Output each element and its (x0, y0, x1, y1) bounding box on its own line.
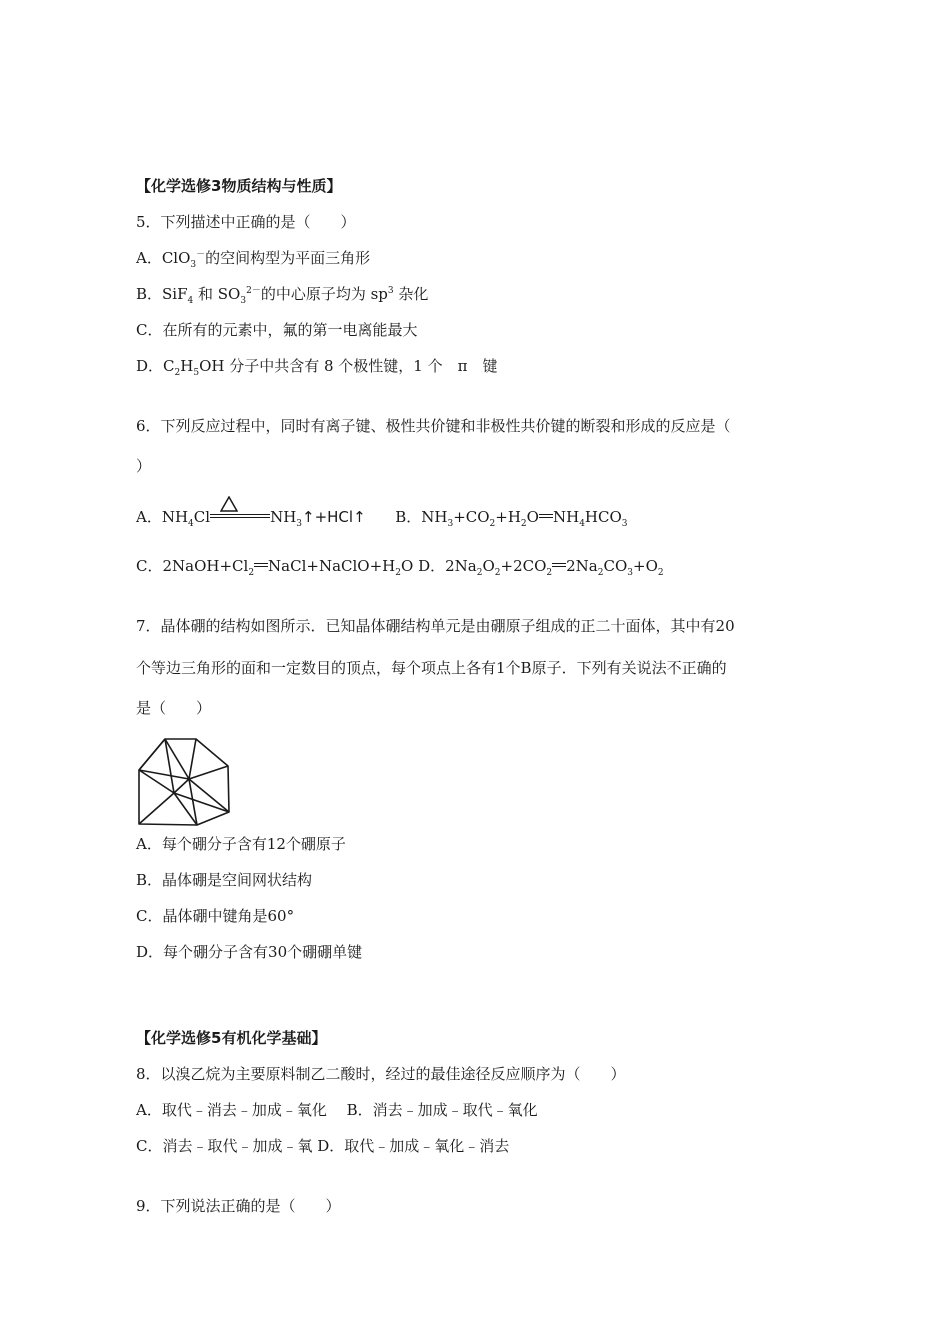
subscript: 3 (627, 568, 633, 578)
double-equals-icon (552, 563, 566, 567)
question-6-option-a[interactable] (136, 508, 366, 529)
option-text: C．2NaOH+Cl (136, 557, 249, 575)
question-6-options-ab (136, 507, 628, 527)
subscript: 5 (193, 368, 200, 378)
subscript: 3 (447, 519, 454, 529)
question-7-stem-line-1: 7．晶体硼的结构如图所示．已知晶体硼结构单元是由硼原子组成的正二十面体，其中有20 (136, 617, 735, 635)
option-text: +CO (453, 508, 490, 526)
option-text: HCO (584, 508, 622, 526)
subscript: 2 (597, 568, 604, 578)
section-title-structure: 【化学选修3物质结构与性质】 (136, 177, 342, 195)
option-text: 杂化 (393, 285, 429, 303)
question-7-stem-line-3: 是（ ） (136, 699, 212, 717)
question-8-options-cd[interactable]: C．消去﹣取代﹣加成﹣氧 D．取代﹣加成﹣氧化﹣消去 (136, 1137, 510, 1155)
subscript: 4 (187, 296, 194, 306)
superscript: － (196, 250, 206, 260)
question-6-option-b[interactable] (395, 508, 628, 529)
section-title-organic: 【化学选修5有机化学基础】 (136, 1029, 327, 1047)
icosahedron-figure (137, 738, 235, 826)
option-text: 和 SO (193, 285, 241, 303)
superscript: 2－ (246, 286, 261, 296)
question-5-stem: 5．下列描述中正确的是（ ） (136, 213, 356, 231)
option-text: B．SiF (136, 285, 188, 303)
superscript: 3 (387, 286, 394, 296)
option-text: OH 分子中共含有 8 个极性键，1 个 π 键 (199, 357, 498, 375)
question-6-option-d[interactable] (418, 557, 664, 578)
question-7-option-d[interactable]: D．每个硼分子含有30个硼硼单键 (136, 943, 363, 961)
question-5-option-d[interactable] (136, 356, 497, 376)
option-text: NH (270, 508, 297, 526)
subscript: 4 (188, 519, 194, 529)
subscript: 3 (240, 296, 247, 306)
option-text: CO (603, 557, 628, 575)
option-text: H (180, 357, 194, 375)
option-text: D．C (136, 357, 175, 375)
option-text: 的中心原子均为 sp (260, 285, 388, 303)
question-5-option-b[interactable] (136, 284, 428, 304)
question-5-option-c[interactable]: C．在所有的元素中，氟的第一电离能最大 (136, 321, 418, 339)
option-text: ↑+HCl↑ (302, 508, 366, 526)
question-6-stem: 6．下列反应过程中，同时有离子键、极性共价键和非极性共价键的断裂和形成的反应是（ (136, 417, 731, 435)
question-7-option-b[interactable]: B．晶体硼是空间网状结构 (136, 871, 313, 889)
question-6-stem-end: ） (136, 457, 152, 475)
question-7-option-c[interactable]: C．晶体硼中键角是60° (136, 907, 295, 925)
question-7-option-a[interactable]: A．每个硼分子含有12个硼原子 (136, 835, 346, 853)
subscript: 2 (174, 368, 181, 378)
question-8-options-ab[interactable]: A．取代﹣消去﹣加成﹣氧化 B．消去﹣加成﹣取代﹣氧化 (136, 1101, 538, 1119)
option-text: 2Na (566, 557, 598, 575)
subscript: 2 (395, 568, 401, 578)
option-text: +H (495, 508, 521, 526)
subscript: 2 (520, 519, 527, 529)
option-text: O (482, 557, 495, 575)
double-equals-icon (210, 514, 270, 518)
subscript: 3 (621, 519, 628, 529)
subscript: 2 (476, 568, 483, 578)
subscript: 3 (190, 260, 197, 270)
option-text: NaCl+NaClO+H (268, 557, 396, 575)
option-text: A．ClO (136, 249, 191, 267)
double-equals-icon (254, 563, 268, 567)
option-text: O (526, 508, 539, 526)
question-7-stem-line-2: 个等边三角形的面和一定数目的顶点，每个项点上各有1个B原子．下列有关说法不正确的 (136, 659, 727, 677)
option-text: +2CO (500, 557, 547, 575)
option-text: A．NH (136, 508, 189, 526)
option-text: NH (552, 508, 580, 526)
option-text: 的空间构型为平面三角形 (205, 249, 371, 267)
question-6-option-c[interactable] (136, 557, 414, 578)
subscript: 3 (296, 519, 303, 529)
subscript: 2 (248, 568, 255, 578)
question-5-option-a[interactable] (136, 248, 370, 268)
option-text: +O (633, 557, 658, 575)
option-text: B．NH (395, 508, 448, 526)
option-text: Cl (193, 508, 211, 526)
subscript: 4 (579, 519, 585, 529)
option-text: O (400, 557, 414, 575)
question-9-stem: 9．下列说法正确的是（ ） (136, 1197, 341, 1215)
option-text: D．2Na (418, 557, 477, 575)
question-8-stem: 8．以溴乙烷为主要原料制乙二酸时，经过的最佳途径反应顺序为（ ） (136, 1065, 626, 1083)
subscript: 2 (657, 568, 664, 578)
question-6-options-cd (136, 556, 664, 576)
subscript: 2 (546, 568, 553, 578)
subscript: 2 (489, 519, 496, 529)
subscript: 2 (494, 568, 501, 578)
double-equals-icon (539, 514, 553, 518)
